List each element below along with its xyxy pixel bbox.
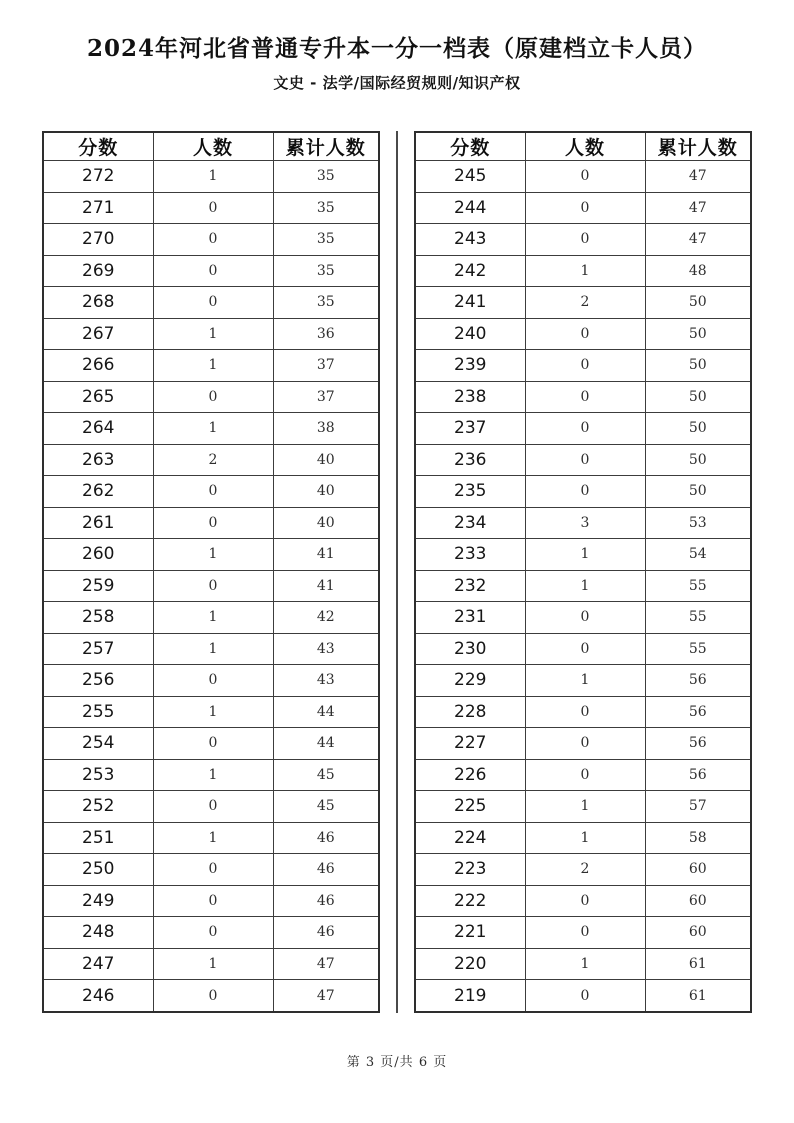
count-cell: 3 — [525, 507, 645, 539]
cumulative-cell: 40 — [273, 507, 379, 539]
table-row — [43, 255, 379, 287]
score-cell: 261 — [43, 507, 153, 539]
header-score: 分数 — [415, 132, 525, 161]
score-cell: 232 — [415, 570, 525, 602]
score-cell: 255 — [43, 696, 153, 728]
table-row — [43, 381, 379, 413]
count-cell: 1 — [525, 255, 645, 287]
score-cell: 220 — [415, 948, 525, 980]
count-cell: 0 — [525, 161, 645, 193]
table-row — [43, 665, 379, 697]
cumulative-cell: 45 — [273, 759, 379, 791]
table-row — [43, 413, 379, 445]
cumulative-cell: 38 — [273, 413, 379, 445]
table-row — [43, 570, 379, 602]
table-row — [415, 948, 751, 980]
count-cell: 0 — [525, 192, 645, 224]
table-row — [415, 980, 751, 1013]
count-cell: 1 — [153, 539, 273, 571]
cumulative-cell: 50 — [645, 413, 751, 445]
table-row — [43, 539, 379, 571]
cumulative-cell: 47 — [273, 948, 379, 980]
score-cell: 262 — [43, 476, 153, 508]
table-header-row — [415, 132, 751, 161]
cumulative-cell: 48 — [645, 255, 751, 287]
page-subtitle: 文史 - 法学/国际经贸规则/知识产权 — [273, 74, 521, 92]
table-header-row — [43, 132, 379, 161]
cumulative-cell: 56 — [645, 728, 751, 760]
score-cell: 242 — [415, 255, 525, 287]
header-count: 人数 — [153, 132, 273, 161]
table-row — [415, 444, 751, 476]
cumulative-cell: 55 — [645, 633, 751, 665]
score-cell: 250 — [43, 854, 153, 886]
score-cell: 234 — [415, 507, 525, 539]
page-title: 2024年河北省普通专升本一分一档表（原建档立卡人员） — [86, 35, 707, 62]
count-cell: 0 — [153, 507, 273, 539]
score-cell: 237 — [415, 413, 525, 445]
table-row — [43, 822, 379, 854]
count-cell: 2 — [153, 444, 273, 476]
count-cell: 1 — [153, 413, 273, 445]
table-row — [43, 602, 379, 634]
score-cell: 259 — [43, 570, 153, 602]
cumulative-cell: 41 — [273, 539, 379, 571]
score-cell: 231 — [415, 602, 525, 634]
table-row — [415, 602, 751, 634]
score-cell: 258 — [43, 602, 153, 634]
cumulative-cell: 50 — [645, 287, 751, 319]
score-cell: 251 — [43, 822, 153, 854]
cumulative-cell: 56 — [645, 759, 751, 791]
score-cell: 272 — [43, 161, 153, 193]
table-row — [415, 791, 751, 823]
score-cell: 244 — [415, 192, 525, 224]
score-cell: 253 — [43, 759, 153, 791]
cumulative-cell: 61 — [645, 948, 751, 980]
cumulative-cell: 46 — [273, 854, 379, 886]
count-cell: 1 — [153, 602, 273, 634]
count-cell: 0 — [525, 633, 645, 665]
table-row — [43, 917, 379, 949]
table-row — [43, 224, 379, 256]
table-row — [415, 633, 751, 665]
table-row — [43, 854, 379, 886]
cumulative-cell: 50 — [645, 350, 751, 382]
header-score: 分数 — [43, 132, 153, 161]
cumulative-cell: 50 — [645, 444, 751, 476]
count-cell: 1 — [525, 948, 645, 980]
count-cell: 1 — [525, 665, 645, 697]
count-cell: 1 — [525, 539, 645, 571]
score-cell: 267 — [43, 318, 153, 350]
score-cell: 252 — [43, 791, 153, 823]
header-count: 人数 — [525, 132, 645, 161]
score-cell: 260 — [43, 539, 153, 571]
table-row — [415, 476, 751, 508]
table-row — [415, 350, 751, 382]
table-row — [43, 318, 379, 350]
table-row — [415, 192, 751, 224]
right-table-body — [415, 161, 751, 1013]
count-cell: 0 — [525, 759, 645, 791]
count-cell: 0 — [153, 885, 273, 917]
cumulative-cell: 43 — [273, 633, 379, 665]
cumulative-cell: 50 — [645, 318, 751, 350]
count-cell: 0 — [525, 980, 645, 1013]
table-row — [415, 381, 751, 413]
score-cell: 270 — [43, 224, 153, 256]
count-cell: 0 — [153, 255, 273, 287]
count-cell: 0 — [153, 192, 273, 224]
table-row — [43, 507, 379, 539]
score-cell: 254 — [43, 728, 153, 760]
score-cell: 233 — [415, 539, 525, 571]
count-cell: 0 — [525, 318, 645, 350]
score-cell: 247 — [43, 948, 153, 980]
score-cell: 264 — [43, 413, 153, 445]
table-row — [43, 696, 379, 728]
cumulative-cell: 55 — [645, 602, 751, 634]
cumulative-cell: 60 — [645, 917, 751, 949]
table-row — [43, 444, 379, 476]
count-cell: 0 — [525, 224, 645, 256]
score-cell: 263 — [43, 444, 153, 476]
score-cell: 239 — [415, 350, 525, 382]
score-cell: 268 — [43, 287, 153, 319]
table-row — [415, 570, 751, 602]
cumulative-cell: 40 — [273, 444, 379, 476]
cumulative-cell: 50 — [645, 381, 751, 413]
table-row — [415, 318, 751, 350]
count-cell: 0 — [153, 854, 273, 886]
cumulative-cell: 47 — [645, 224, 751, 256]
table-row — [43, 728, 379, 760]
score-cell: 243 — [415, 224, 525, 256]
table-row — [415, 854, 751, 886]
count-cell: 0 — [153, 287, 273, 319]
table-row — [415, 885, 751, 917]
score-cell: 226 — [415, 759, 525, 791]
score-cell: 229 — [415, 665, 525, 697]
cumulative-cell: 40 — [273, 476, 379, 508]
count-cell: 0 — [153, 728, 273, 760]
count-cell: 0 — [525, 885, 645, 917]
table-row — [415, 728, 751, 760]
table-row — [415, 413, 751, 445]
cumulative-cell: 35 — [273, 255, 379, 287]
count-cell: 1 — [153, 633, 273, 665]
count-cell: 0 — [153, 224, 273, 256]
table-row — [43, 192, 379, 224]
score-cell: 224 — [415, 822, 525, 854]
table-row — [43, 759, 379, 791]
score-cell: 246 — [43, 980, 153, 1013]
table-row — [415, 161, 751, 193]
cumulative-cell: 55 — [645, 570, 751, 602]
score-cell: 227 — [415, 728, 525, 760]
count-cell: 1 — [153, 759, 273, 791]
count-cell: 0 — [525, 602, 645, 634]
table-row — [415, 224, 751, 256]
cumulative-cell: 35 — [273, 192, 379, 224]
count-cell: 2 — [525, 854, 645, 886]
count-cell: 0 — [525, 444, 645, 476]
table-row — [43, 476, 379, 508]
count-cell: 0 — [525, 728, 645, 760]
cumulative-cell: 61 — [645, 980, 751, 1013]
cumulative-cell: 53 — [645, 507, 751, 539]
count-cell: 1 — [153, 696, 273, 728]
cumulative-cell: 60 — [645, 854, 751, 886]
cumulative-cell: 46 — [273, 885, 379, 917]
count-cell: 0 — [153, 665, 273, 697]
count-cell: 0 — [525, 476, 645, 508]
count-cell: 0 — [153, 570, 273, 602]
cumulative-cell: 46 — [273, 822, 379, 854]
table-row — [43, 350, 379, 382]
cumulative-cell: 46 — [273, 917, 379, 949]
count-cell: 0 — [525, 917, 645, 949]
cumulative-cell: 47 — [645, 192, 751, 224]
count-cell: 0 — [525, 381, 645, 413]
score-cell: 245 — [415, 161, 525, 193]
cumulative-cell: 35 — [273, 287, 379, 319]
cumulative-cell: 37 — [273, 350, 379, 382]
count-cell: 1 — [153, 161, 273, 193]
table-row — [415, 507, 751, 539]
table-row — [415, 665, 751, 697]
table-row — [415, 822, 751, 854]
score-table-left — [42, 131, 380, 1013]
count-cell: 1 — [153, 948, 273, 980]
count-cell: 0 — [153, 476, 273, 508]
count-cell: 0 — [153, 791, 273, 823]
score-cell: 228 — [415, 696, 525, 728]
cumulative-cell: 54 — [645, 539, 751, 571]
table-row — [43, 287, 379, 319]
table-row — [43, 633, 379, 665]
score-cell: 235 — [415, 476, 525, 508]
cumulative-cell: 35 — [273, 161, 379, 193]
table-row — [415, 287, 751, 319]
table-divider — [396, 131, 398, 1013]
cumulative-cell: 47 — [273, 980, 379, 1013]
cumulative-cell: 41 — [273, 570, 379, 602]
table-row — [415, 917, 751, 949]
cumulative-cell: 57 — [645, 791, 751, 823]
header-cumulative: 累计人数 — [645, 132, 751, 161]
score-cell: 248 — [43, 917, 153, 949]
count-cell: 1 — [153, 350, 273, 382]
page-footer: 第 3 页/共 6 页 — [346, 1055, 448, 1070]
cumulative-cell: 50 — [645, 476, 751, 508]
count-cell: 0 — [153, 381, 273, 413]
cumulative-cell: 37 — [273, 381, 379, 413]
score-cell: 222 — [415, 885, 525, 917]
table-row — [43, 885, 379, 917]
score-cell: 271 — [43, 192, 153, 224]
count-cell: 1 — [525, 570, 645, 602]
table-row — [415, 759, 751, 791]
score-cell: 256 — [43, 665, 153, 697]
count-cell: 1 — [153, 318, 273, 350]
score-cell: 266 — [43, 350, 153, 382]
tables-region — [42, 131, 752, 1013]
score-cell: 257 — [43, 633, 153, 665]
cumulative-cell: 56 — [645, 696, 751, 728]
count-cell: 0 — [153, 980, 273, 1013]
score-cell: 223 — [415, 854, 525, 886]
score-cell: 221 — [415, 917, 525, 949]
cumulative-cell: 44 — [273, 696, 379, 728]
count-cell: 1 — [525, 791, 645, 823]
count-cell: 1 — [525, 822, 645, 854]
count-cell: 0 — [153, 917, 273, 949]
cumulative-cell: 42 — [273, 602, 379, 634]
table-row — [415, 255, 751, 287]
table-row — [43, 791, 379, 823]
score-cell: 249 — [43, 885, 153, 917]
count-cell: 2 — [525, 287, 645, 319]
table-row — [43, 948, 379, 980]
score-cell: 230 — [415, 633, 525, 665]
cumulative-cell: 58 — [645, 822, 751, 854]
count-cell: 1 — [153, 822, 273, 854]
count-cell: 0 — [525, 696, 645, 728]
table-row — [43, 161, 379, 193]
cumulative-cell: 43 — [273, 665, 379, 697]
score-cell: 225 — [415, 791, 525, 823]
score-cell: 269 — [43, 255, 153, 287]
cumulative-cell: 36 — [273, 318, 379, 350]
table-row — [415, 696, 751, 728]
cumulative-cell: 56 — [645, 665, 751, 697]
score-cell: 236 — [415, 444, 525, 476]
count-cell: 0 — [525, 413, 645, 445]
table-row — [43, 980, 379, 1013]
cumulative-cell: 47 — [645, 161, 751, 193]
cumulative-cell: 44 — [273, 728, 379, 760]
cumulative-cell: 35 — [273, 224, 379, 256]
header-cumulative: 累计人数 — [273, 132, 379, 161]
score-cell: 240 — [415, 318, 525, 350]
score-cell: 238 — [415, 381, 525, 413]
table-row — [415, 539, 751, 571]
cumulative-cell: 45 — [273, 791, 379, 823]
score-table-right — [414, 131, 752, 1013]
score-cell: 219 — [415, 980, 525, 1013]
score-cell: 241 — [415, 287, 525, 319]
left-table-body — [43, 161, 379, 1013]
score-cell: 265 — [43, 381, 153, 413]
cumulative-cell: 60 — [645, 885, 751, 917]
count-cell: 0 — [525, 350, 645, 382]
